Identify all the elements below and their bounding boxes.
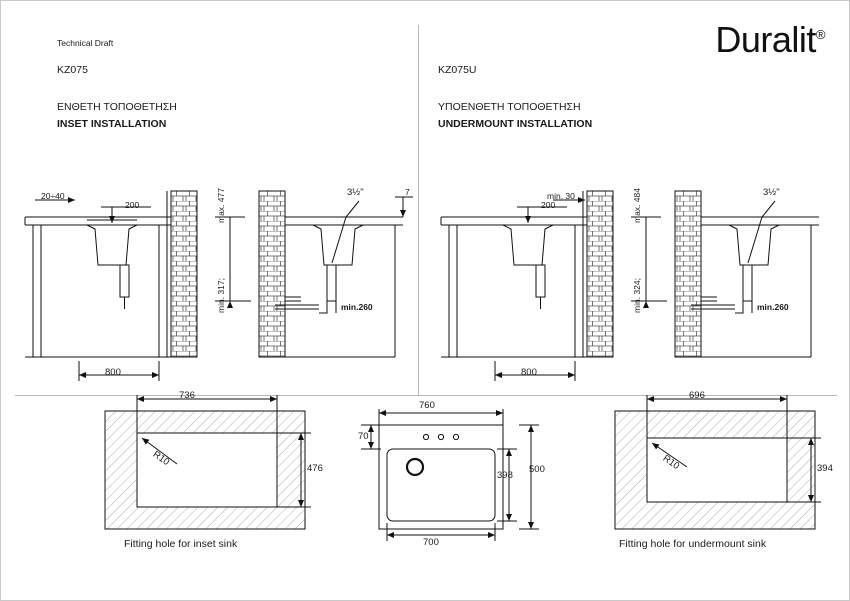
left-dim-min-260: min.260 [341, 302, 373, 312]
right-dim-min-30: min. 30 [547, 191, 575, 201]
left-cut-height: 476 [307, 463, 323, 474]
center-dim-70: 70 [358, 431, 369, 442]
right-cut-width: 696 [689, 390, 705, 401]
right-plan-caption: Fitting hole for undermount sink [619, 538, 767, 550]
right-pipe-size: 3½" [763, 187, 780, 198]
left-dim-wall-thickness: 20÷40 [41, 191, 65, 201]
left-cut-width: 736 [179, 390, 195, 401]
right-cutout-plan [615, 395, 821, 529]
left-title-gr: ΕΝΘΕΤΗ ΤΟΠΟΘΕΤΗΣΗ [57, 101, 177, 113]
left-cutout-plan [105, 395, 311, 529]
right-dim-min-260: min.260 [757, 302, 789, 312]
right-title-en: UNDERMOUNT INSTALLATION [438, 118, 593, 130]
left-dim-200: 200 [125, 200, 140, 210]
center-dim-760: 760 [419, 400, 435, 411]
right-dim-cabinet-800: 800 [521, 367, 537, 378]
left-plan-caption: Fitting hole for inset sink [124, 538, 238, 550]
left-dim-min-317: min. 317; [216, 278, 226, 313]
left-radius-label: R10 [150, 449, 172, 469]
left-pipe-size: 3½" [347, 187, 364, 198]
left-section-side [259, 191, 413, 357]
center-dim-500: 500 [529, 464, 545, 475]
drawing-canvas [1, 1, 850, 601]
right-model-code: KZ075U [438, 64, 477, 76]
right-dim-min-324: min. 324; [632, 278, 642, 313]
center-dim-398: 398 [497, 470, 513, 481]
left-model-code: KZ075 [57, 64, 88, 76]
header-note: Technical Draft [57, 38, 114, 48]
right-radius-label: R10 [660, 453, 682, 473]
left-dim-max-477: max. 477 [216, 188, 226, 223]
left-dim-clearance-7: 7 [405, 187, 410, 197]
left-dim-cabinet-800: 800 [105, 367, 121, 378]
left-title-en: INSET INSTALLATION [57, 118, 167, 130]
right-dim-200: 200 [541, 200, 556, 210]
right-dim-max-484: max. 484 [632, 188, 642, 223]
right-title-gr: ΥΠΟΕΝΘΕΤΗ ΤΟΠΟΘΕΤΗΣΗ [438, 101, 581, 113]
brand-name: Duralit [715, 19, 816, 60]
registered-mark: ® [815, 27, 825, 42]
right-section-side [675, 191, 819, 357]
right-cut-height: 394 [817, 463, 833, 474]
center-dim-700: 700 [423, 537, 439, 548]
